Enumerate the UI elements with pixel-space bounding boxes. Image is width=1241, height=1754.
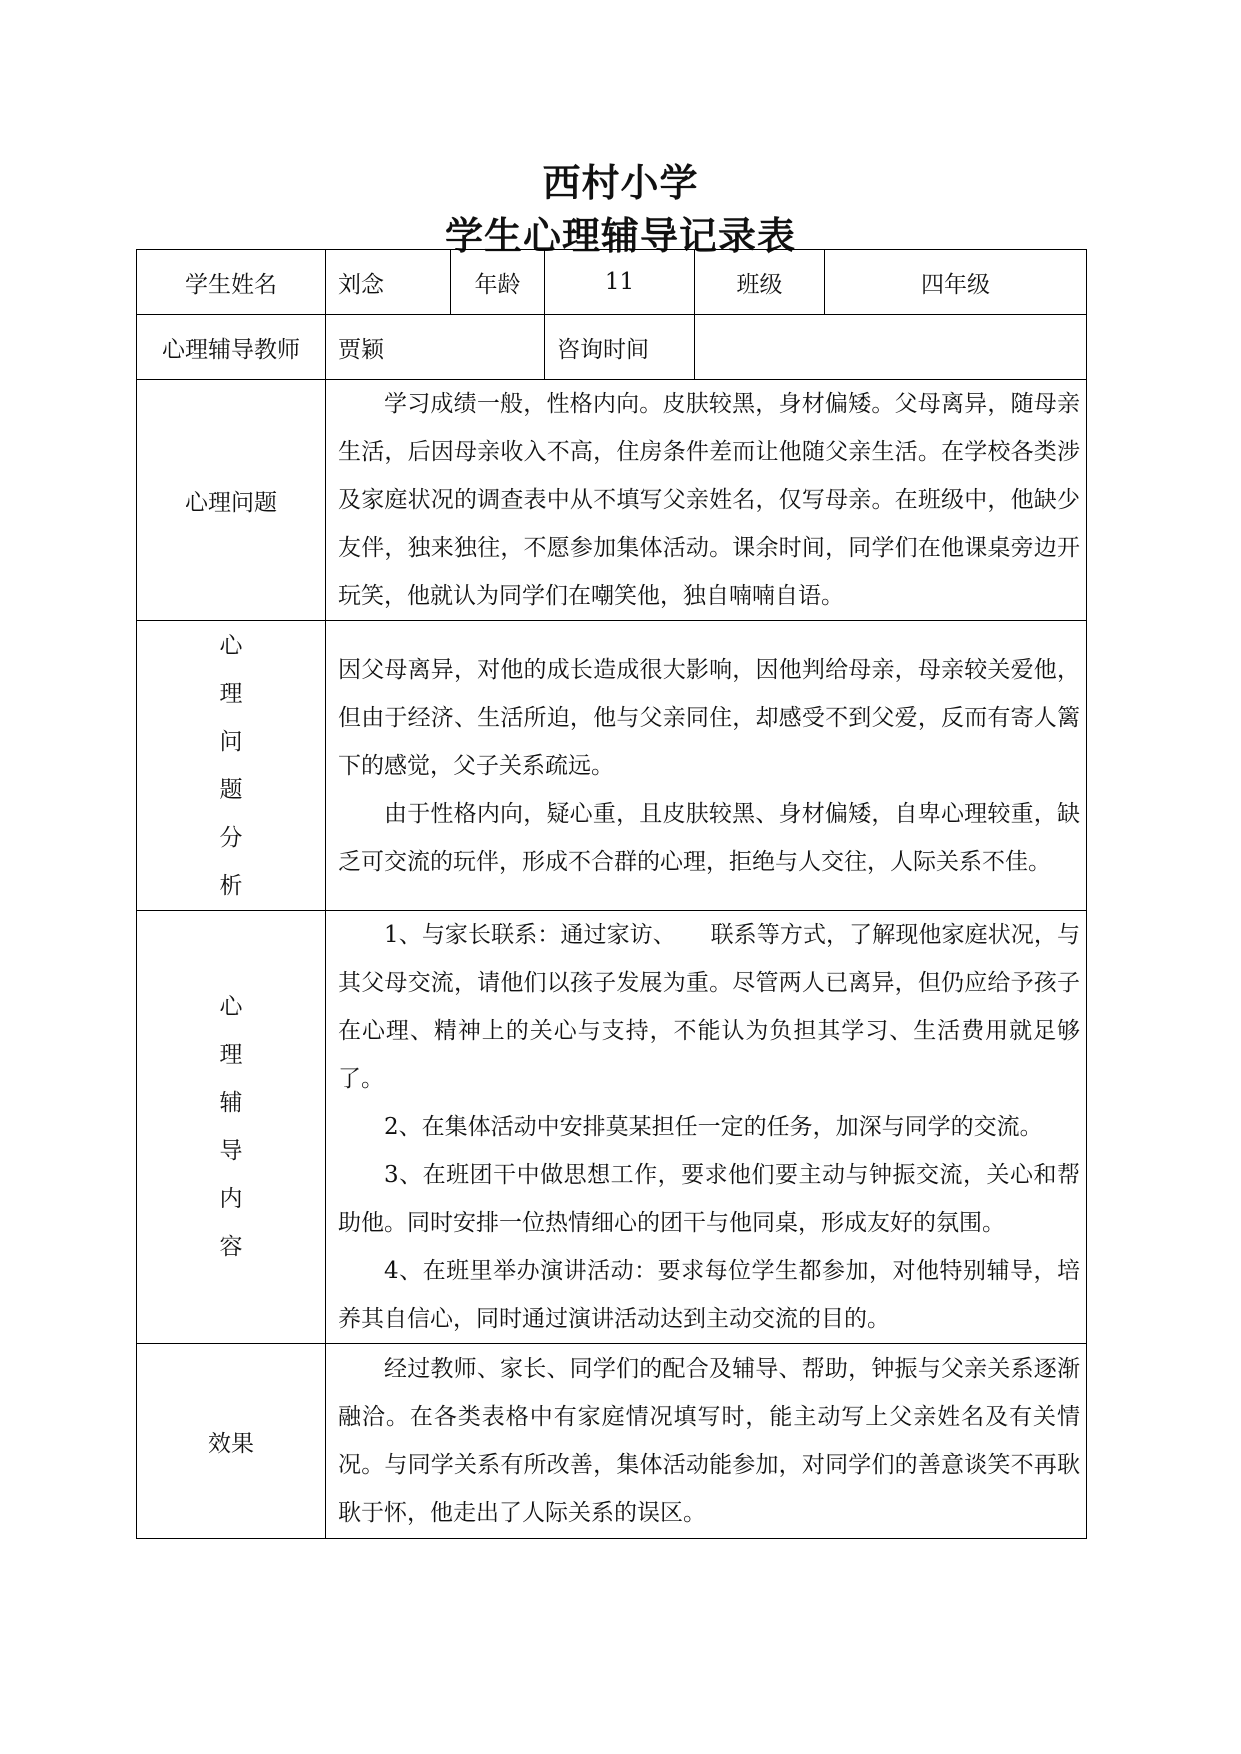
- analysis-label-char: 题: [219, 776, 243, 803]
- problem-text: 学习成绩一般，性格内向。皮肤较黑，身材偏矮。父母离异，随母亲生活，后因母亲收入不高，住房条件差而让他随父亲生活。在学校各类涉及家庭状况的调查表中从不填写父亲姓名，仅写母亲。在班级中，他缺少友伴，独来独往，不愿参加集体活动。课余时间，同学们在他课桌旁边开玩笑，他就认为同学们在嘲笑他，独自喃喃自语。: [338, 391, 1080, 609]
- effect-label: 效果: [137, 1344, 326, 1539]
- class-label: 班级: [695, 250, 825, 315]
- record-table: [136, 249, 1087, 1539]
- guidance-label: [137, 911, 326, 1344]
- guidance-cell: [326, 911, 1087, 1344]
- class-value: 四年级: [825, 250, 1087, 315]
- guidance-paragraph: 3、在班团干中做思想工作，要求他们要主动与钟振交流，关心和帮助他。同时安排一位热情细心的团干与他同桌，形成友好的氛围。: [338, 1162, 1080, 1236]
- analysis-paragraph: 因父母离异，对他的成长造成很大影响，因他判给母亲，母亲较关爱他，但由于经济、生活所迫，他与父亲同住，却感受不到父爱，反而有寄人篱下的感觉，父子关系疏远。: [338, 656, 1080, 779]
- age-value: 11: [545, 250, 695, 315]
- analysis-label-char: 问: [219, 728, 243, 755]
- guidance-paragraph: 1、与家长联系：通过家访、 联系等方式，了解现他家庭状况，与其父母交流，请他们以孩子发展为重。尽管两人已离异，但仍应给予孩子在心理、精神上的关心与支持，不能认为负担其学习、生活费用就足够了。: [338, 922, 1080, 1092]
- student-name-value: 刘念: [326, 250, 451, 315]
- analysis-label-char: 分: [219, 824, 243, 851]
- guidance-label-char: 理: [219, 1042, 243, 1068]
- guidance-label-char: 容: [219, 1234, 243, 1260]
- row-student-info: [137, 250, 1087, 315]
- problem-label: 心理问题: [137, 380, 326, 621]
- row-problem: [137, 380, 1087, 621]
- effect-text: 经过教师、家长、同学们的配合及辅导、帮助，钟振与父亲关系逐渐融洽。在各类表格中有家庭情况填写时，能主动写上父亲姓名及有关情况。与同学关系有所改善，集体活动能参加，对同学们的善意谈笑不再耿耿于怀，他走出了人际关系的误区。: [338, 1356, 1080, 1526]
- guidance-label-char: 心: [219, 994, 243, 1020]
- teacher-label: 心理辅导教师: [137, 315, 326, 380]
- row-analysis: [137, 621, 1087, 911]
- analysis-label-char: 理: [219, 680, 243, 707]
- row-effect: [137, 1344, 1087, 1539]
- analysis-cell: [326, 621, 1087, 911]
- guidance-label-char: 导: [219, 1138, 243, 1164]
- problem-cell: [326, 380, 1087, 621]
- age-label: 年龄: [451, 250, 545, 315]
- analysis-label: [137, 621, 326, 911]
- analysis-paragraph: 由于性格内向，疑心重，且皮肤较黑、身材偏矮，自卑心理较重，缺乏可交流的玩伴，形成不合群的心理，拒绝与人交往，人际关系不佳。: [338, 800, 1080, 875]
- form-title: 学生心理辅导记录表: [444, 213, 796, 258]
- row-teacher-info: [137, 315, 1087, 380]
- student-name-label: 学生姓名: [137, 250, 326, 315]
- effect-cell: [326, 1344, 1087, 1539]
- consult-time-label: 咨询时间: [545, 315, 695, 380]
- school-name: 西村小学: [542, 160, 699, 205]
- guidance-paragraph: 2、在集体活动中安排莫某担任一定的任务，加深与同学的交流。: [384, 1114, 1043, 1140]
- guidance-paragraph: 4、在班里举办演讲活动：要求每位学生都参加，对他特别辅导，培养其自信心，同时通过演讲活动达到主动交流的目的。: [338, 1258, 1080, 1332]
- analysis-label-char: 析: [219, 872, 243, 899]
- analysis-label-char: 心: [219, 632, 243, 659]
- consult-time-value: [695, 315, 1087, 380]
- guidance-label-char: 内: [219, 1186, 243, 1212]
- teacher-value: 贾颖: [326, 315, 545, 380]
- guidance-label-char: 辅: [219, 1090, 243, 1116]
- row-guidance: [137, 911, 1087, 1344]
